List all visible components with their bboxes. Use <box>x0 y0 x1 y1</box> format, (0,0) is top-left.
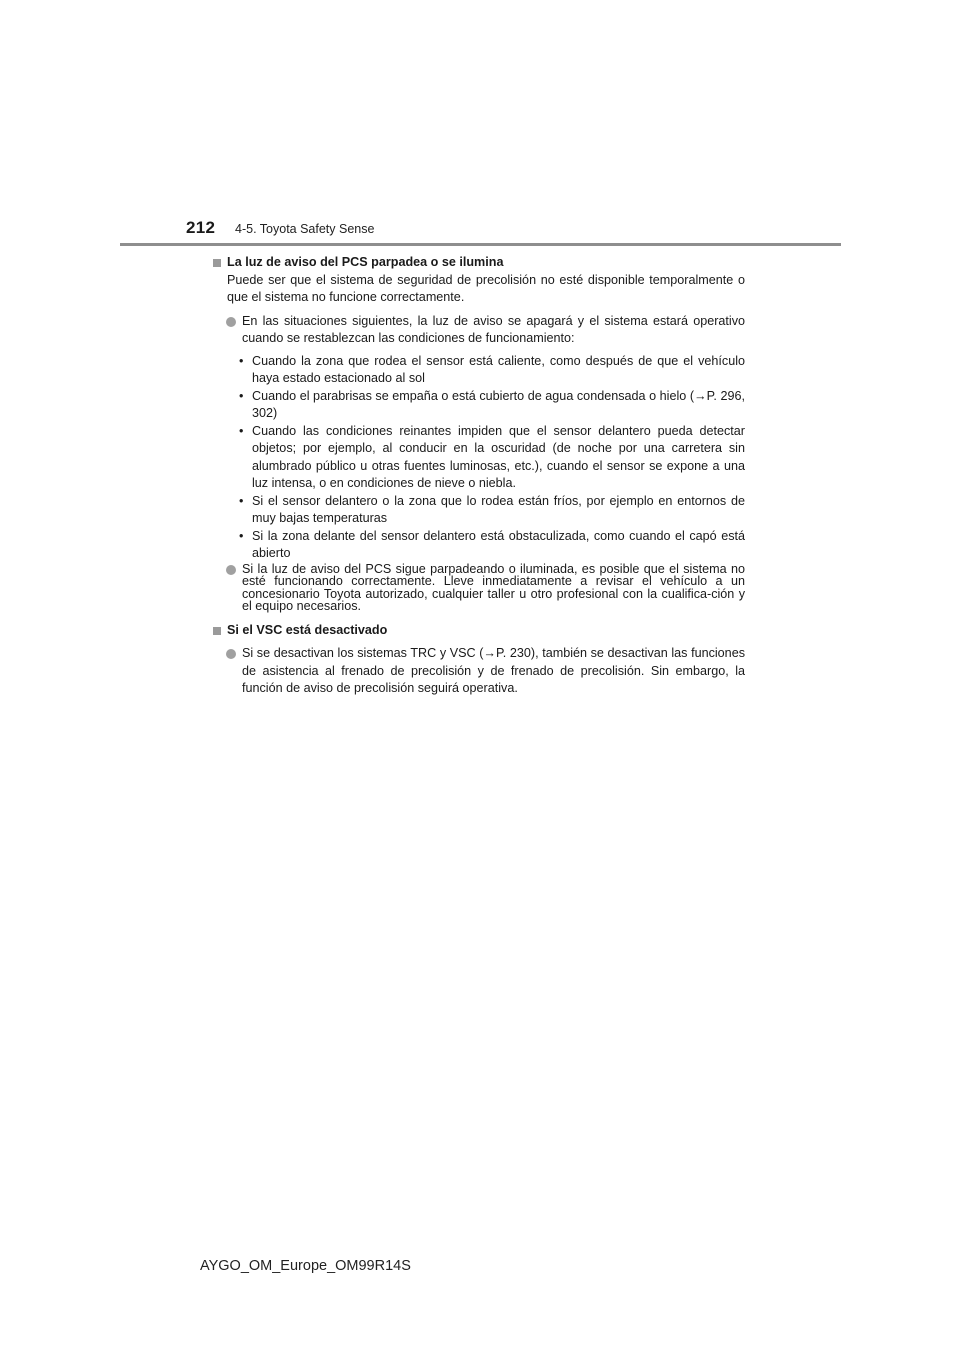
circle-item-text: Si la luz de aviso del PCS sigue parpadeando o iluminada, es posible que el sistema no esté funcionando correctamente. Lleve inmediatamente a revisar el vehículo a un concesionario Toyota autorizado, cualquier taller u otro profesional con la cualifica-ción y el equipo necesarios. <box>242 561 745 613</box>
circle-bullet-icon <box>226 565 236 575</box>
bullet-mark: • <box>239 493 244 508</box>
content-body <box>212 254 745 698</box>
circle-item-text: Si se desactivan los sistemas TRC y VSC (→P. 230), también se desactivan las funciones de asistencia al frenado de precolisión y de frenado de precolisión. Sin embargo, la función de aviso de precolisión seguirá operativa. <box>242 646 745 695</box>
bullet-item <box>212 528 745 563</box>
bullet-list <box>212 353 745 563</box>
header-rule <box>120 243 841 246</box>
section-title: 4-5. Toyota Safety Sense <box>235 222 375 236</box>
section-heading <box>212 622 745 640</box>
section-heading-text: La luz de aviso del PCS parpadea o se ilumina <box>227 255 504 269</box>
section-heading-text: Si el VSC está desactivado <box>227 622 388 637</box>
bullet-item-text: Cuando la zona que rodea el sensor está caliente, como después de que el vehículo haya estado estacionado al sol <box>252 353 745 385</box>
page-number: 212 <box>186 218 216 237</box>
bullet-mark: • <box>239 423 244 438</box>
document-code: AYGO_OM_Europe_OM99R14S <box>200 1258 411 1274</box>
circle-bullet-icon <box>226 317 236 327</box>
bullet-item-text: Si el sensor delantero o la zona que lo rodea están fríos, por ejemplo en entornos de muy bajas temperaturas <box>252 493 745 525</box>
bullet-item <box>212 388 745 423</box>
bullet-mark: • <box>239 528 244 543</box>
bullet-item-text: Cuando las condiciones reinantes impiden que el sensor delantero pueda detectar objetos; por ejemplo, al conducir en la oscuridad (de noche por una carretera sin alumbrado público u otras fuentes luminosas, etc.), cuando el sensor se expone a una luz intensa, o en condiciones de nieve o niebla. <box>252 423 745 490</box>
bullet-item <box>212 423 745 493</box>
bullet-mark: • <box>239 353 244 368</box>
section-heading <box>212 254 745 272</box>
square-bullet-icon <box>213 627 221 635</box>
circle-item <box>212 313 745 348</box>
circle-item-text: En las situaciones siguientes, la luz de aviso se apagará y el sistema estará operativo cuando se restablezcan las condiciones de funcionamiento: <box>242 313 745 345</box>
bullet-mark: • <box>239 388 244 403</box>
bullet-item-text: Cuando el parabrisas se empaña o está cubierto de agua condensada o hielo (→P. 296, 302) <box>252 388 745 420</box>
circle-bullet-icon <box>226 649 236 659</box>
bullet-item <box>212 353 745 388</box>
section-intro: Puede ser que el sistema de seguridad de precolisión no esté disponible temporalmente o que el sistema no funcione correctamente. <box>227 272 745 304</box>
bullet-item <box>212 493 745 528</box>
circle-item <box>212 563 745 613</box>
circle-item <box>212 645 745 698</box>
square-bullet-icon <box>213 259 221 267</box>
bullet-item-text: Si la zona delante del sensor delantero está obstaculizada, como cuando el capó está abierto <box>252 528 745 560</box>
